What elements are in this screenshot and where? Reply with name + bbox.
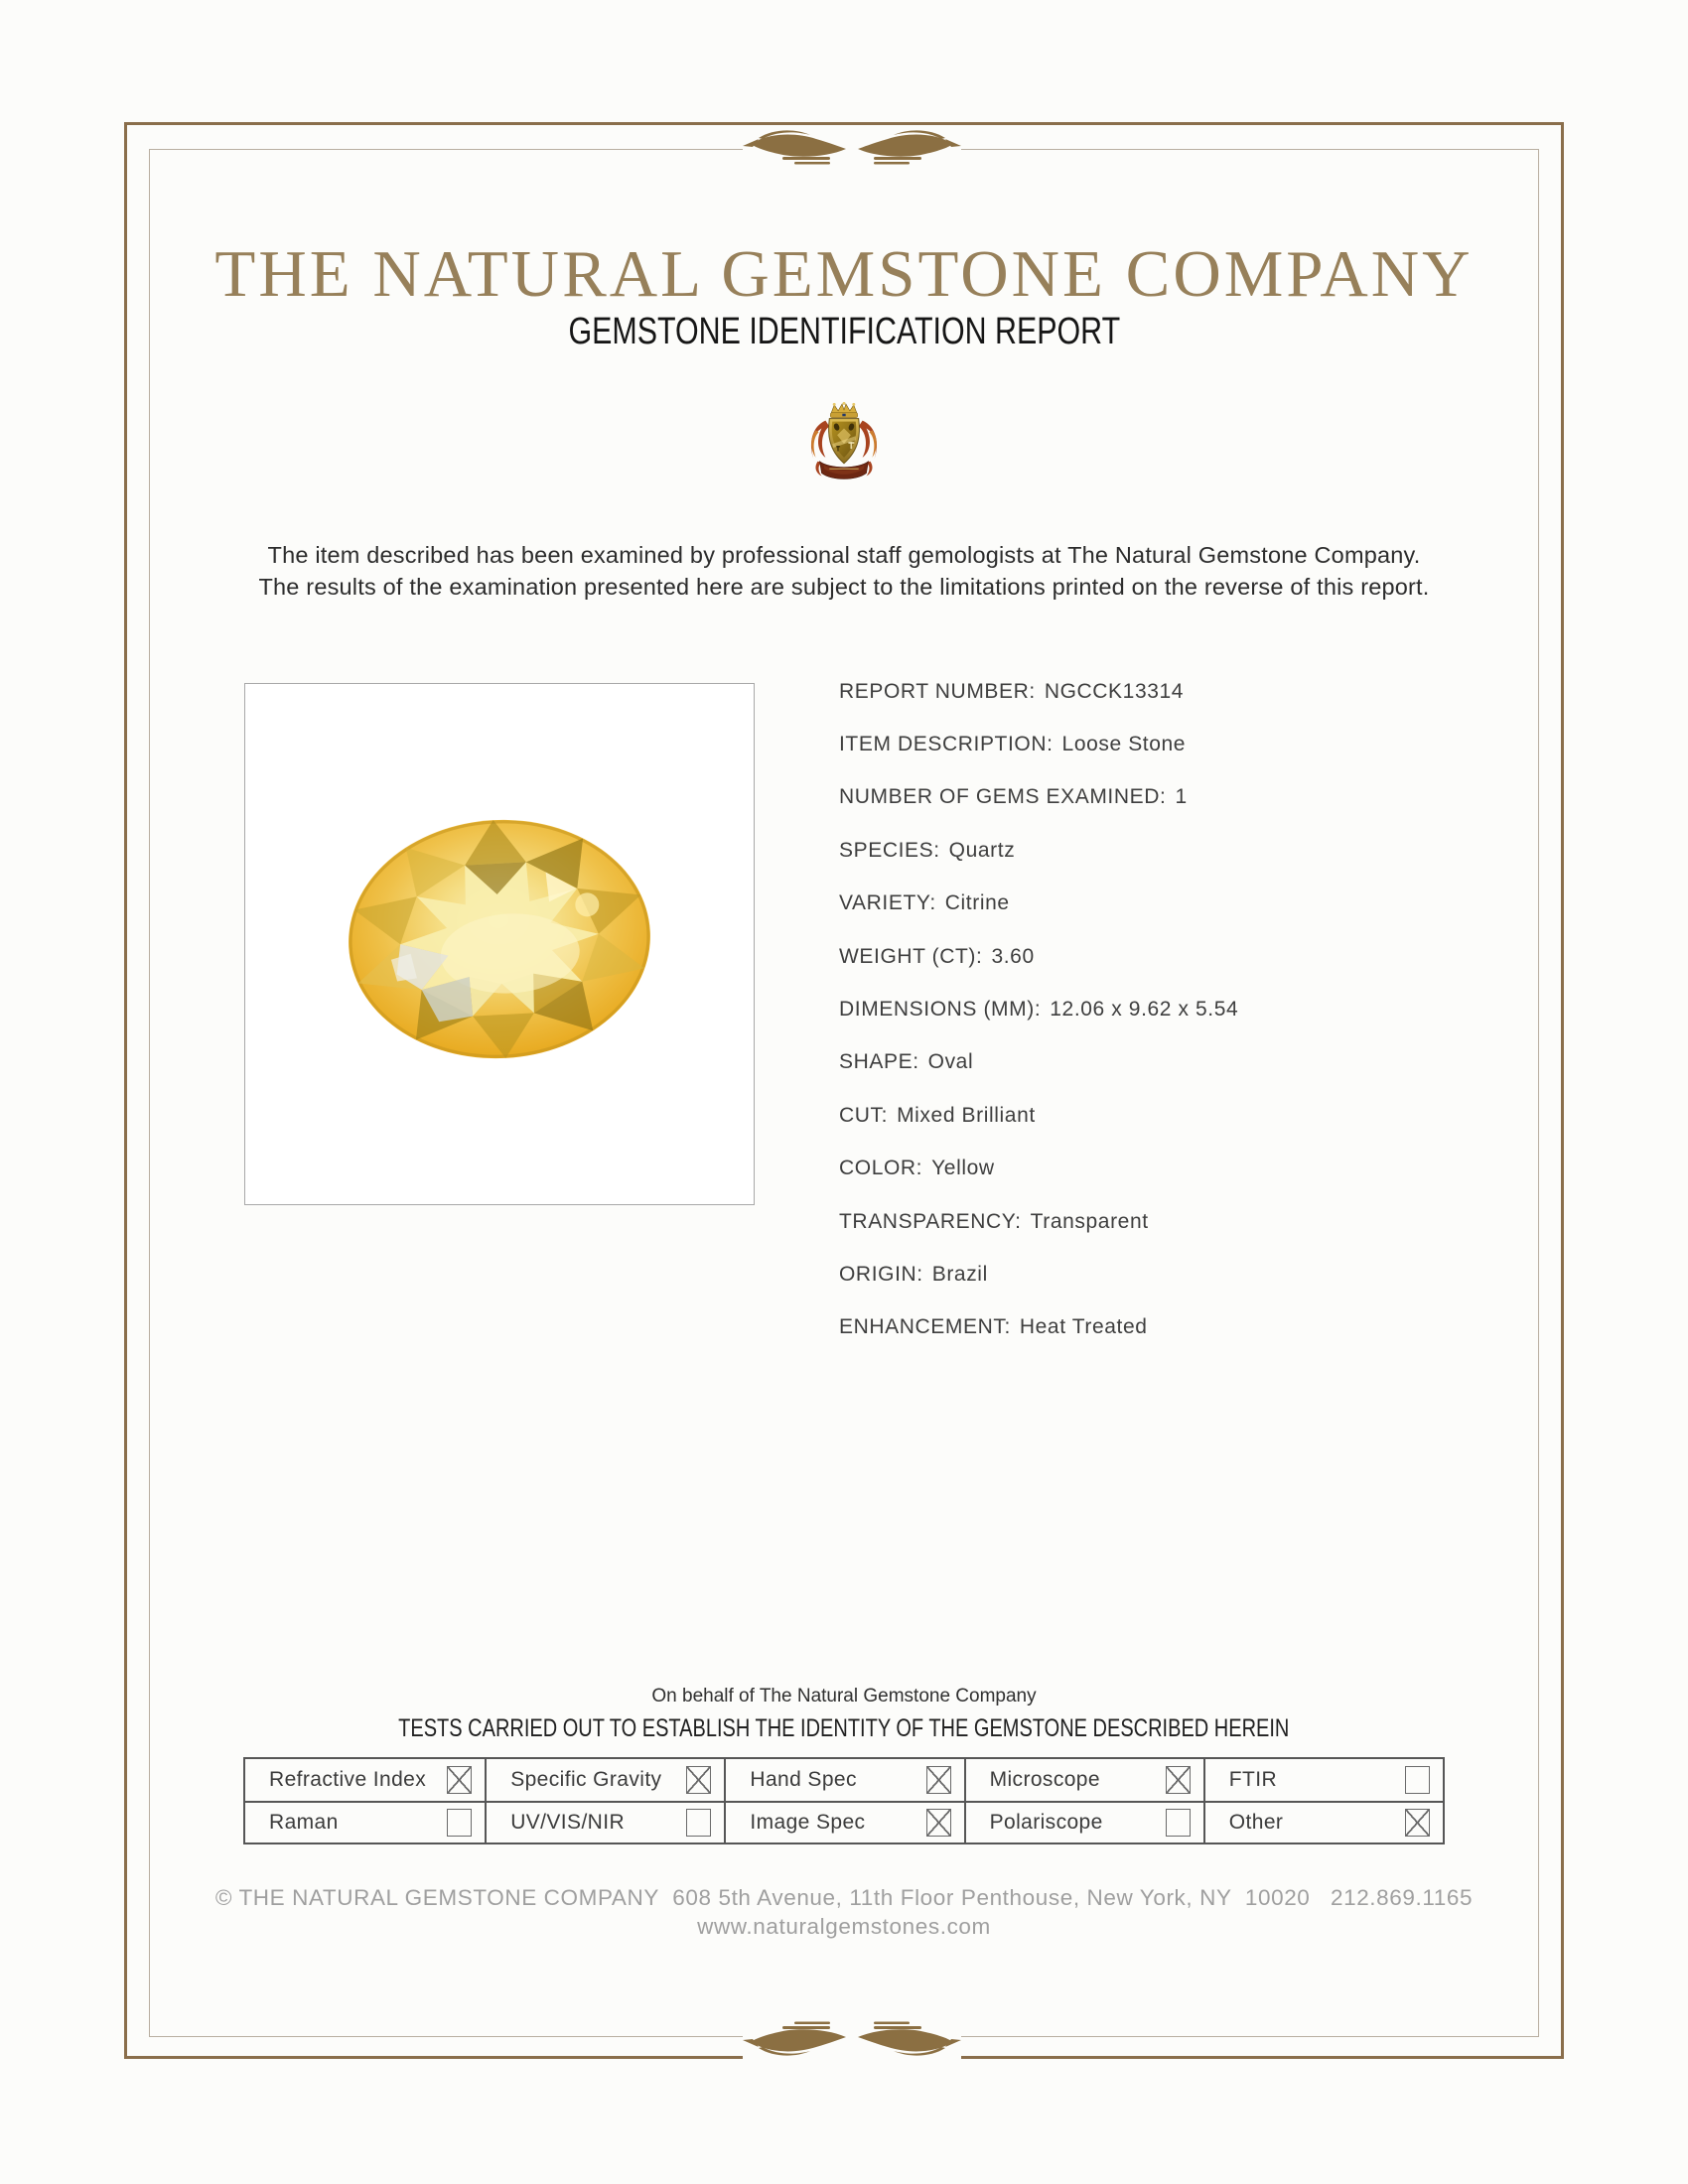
- detail-value: Loose Stone: [1061, 733, 1187, 756]
- detail-row-variety: [839, 878, 1455, 930]
- detail-row-number-of-gems: [839, 771, 1455, 824]
- detail-label: ENHANCEMENT:: [839, 1315, 1011, 1339]
- footer-address: © THE NATURAL GEMSTONE COMPANY 608 5th Avenue, 11th Floor Penthouse, New York, NY 10020 212.869.1165: [214, 1885, 1474, 1910]
- detail-label: ITEM DESCRIPTION:: [839, 733, 1054, 756]
- detail-row-item-description: [839, 718, 1455, 770]
- test-label: Image Spec: [750, 1811, 866, 1834]
- test-checkbox: [1166, 1809, 1191, 1837]
- flourish-icon: [743, 2015, 961, 2059]
- details-list: [839, 665, 1455, 1354]
- detail-label: NUMBER OF GEMS EXAMINED:: [839, 785, 1167, 809]
- test-checkbox: [1166, 1766, 1191, 1794]
- test-cell-refractive-index: [245, 1759, 485, 1801]
- test-checkbox: [1405, 1766, 1430, 1794]
- detail-row-shape: [839, 1036, 1455, 1089]
- detail-label: SHAPE:: [839, 1050, 919, 1074]
- footer-website: www.naturalgemstones.com: [697, 1914, 991, 1939]
- detail-value: Brazil: [931, 1262, 988, 1286]
- detail-row-transparency: [839, 1195, 1455, 1248]
- test-checkbox: [1405, 1809, 1430, 1837]
- test-checkbox: [926, 1766, 951, 1794]
- detail-row-weight: [839, 930, 1455, 983]
- test-cell-uv-vis-nir: [485, 1801, 724, 1843]
- tests-heading: [0, 1713, 1688, 1743]
- crest-icon: [799, 401, 889, 498]
- test-cell-raman: [245, 1801, 485, 1843]
- detail-value: Quartz: [948, 838, 1016, 862]
- detail-value: Mixed Brilliant: [897, 1103, 1036, 1127]
- gemstone-photo-frame: [244, 683, 755, 1205]
- detail-value: Yellow: [931, 1157, 995, 1180]
- detail-label: TRANSPARENCY:: [839, 1209, 1022, 1233]
- detail-label: SPECIES:: [839, 838, 940, 862]
- detail-row-origin: [839, 1248, 1455, 1300]
- test-label: Refractive Index: [269, 1768, 427, 1791]
- detail-row-enhancement: [839, 1301, 1455, 1354]
- test-cell-specific-gravity: [485, 1759, 724, 1801]
- test-checkbox: [686, 1766, 711, 1794]
- detail-label: REPORT NUMBER:: [839, 679, 1036, 703]
- test-label: Hand Spec: [750, 1768, 857, 1791]
- test-label: Specific Gravity: [510, 1768, 662, 1791]
- detail-label: CUT:: [839, 1103, 889, 1127]
- test-cell-polariscope: [964, 1801, 1203, 1843]
- tests-table: [243, 1757, 1445, 1844]
- detail-value: 1: [1175, 785, 1188, 809]
- detail-value: Transparent: [1030, 1209, 1149, 1233]
- test-label: Polariscope: [989, 1811, 1103, 1834]
- test-label: Raman: [269, 1811, 339, 1834]
- company-crest-logo: [799, 401, 889, 498]
- test-cell-ftir: [1203, 1759, 1443, 1801]
- gemstone-photo: [334, 797, 665, 1081]
- detail-value: Heat Treated: [1019, 1315, 1148, 1339]
- test-checkbox: [447, 1766, 472, 1794]
- flourish-icon: [743, 127, 961, 171]
- test-checkbox: [447, 1809, 472, 1837]
- detail-value: Oval: [927, 1050, 974, 1074]
- detail-label: DIMENSIONS (MM):: [839, 998, 1042, 1022]
- detail-row-dimensions: [839, 983, 1455, 1035]
- flourish-ornament-top: [743, 127, 961, 171]
- intro-paragraph: [0, 539, 1688, 603]
- detail-value: 3.60: [991, 944, 1035, 968]
- detail-label: WEIGHT (CT):: [839, 944, 983, 968]
- detail-value: NGCCK13314: [1044, 679, 1185, 703]
- detail-row-report-number: [839, 665, 1455, 718]
- detail-value: Citrine: [944, 891, 1010, 915]
- on-behalf-line: On behalf of The Natural Gemstone Company: [651, 1686, 1037, 1706]
- detail-row-color: [839, 1143, 1455, 1195]
- test-cell-image-spec: [724, 1801, 963, 1843]
- test-label: Other: [1228, 1811, 1284, 1834]
- test-label: UV/VIS/NIR: [510, 1811, 626, 1834]
- intro-line-1: The item described has been examined by professional staff gemologists at The Natural Gemstone Company.: [267, 542, 1421, 568]
- tests-heading-text: TESTS CARRIED OUT TO ESTABLISH THE IDENTITY OF THE GEMSTONE DESCRIBED HEREIN: [398, 1714, 1290, 1742]
- detail-value: 12.06 x 9.62 x 5.54: [1050, 998, 1239, 1022]
- flourish-ornament-bottom: [743, 2015, 961, 2059]
- test-label: FTIR: [1228, 1768, 1278, 1791]
- report-title: [0, 311, 1688, 352]
- detail-label: VARIETY:: [839, 891, 936, 915]
- detail-row-cut: [839, 1089, 1455, 1142]
- test-label: Microscope: [989, 1768, 1100, 1791]
- intro-line-2: The results of the examination presented here are subject to the limitations printed on the reverse of this report.: [258, 574, 1430, 600]
- detail-row-species: [839, 824, 1455, 877]
- report-title-text: GEMSTONE IDENTIFICATION REPORT: [568, 311, 1120, 352]
- test-cell-microscope: [964, 1759, 1203, 1801]
- test-checkbox: [686, 1809, 711, 1837]
- detail-label: ORIGIN:: [839, 1262, 923, 1286]
- company-name: THE NATURAL GEMSTONE COMPANY: [214, 237, 1474, 311]
- test-checkbox: [926, 1809, 951, 1837]
- detail-label: COLOR:: [839, 1157, 923, 1180]
- test-cell-hand-spec: [724, 1759, 963, 1801]
- test-cell-other: [1203, 1801, 1443, 1843]
